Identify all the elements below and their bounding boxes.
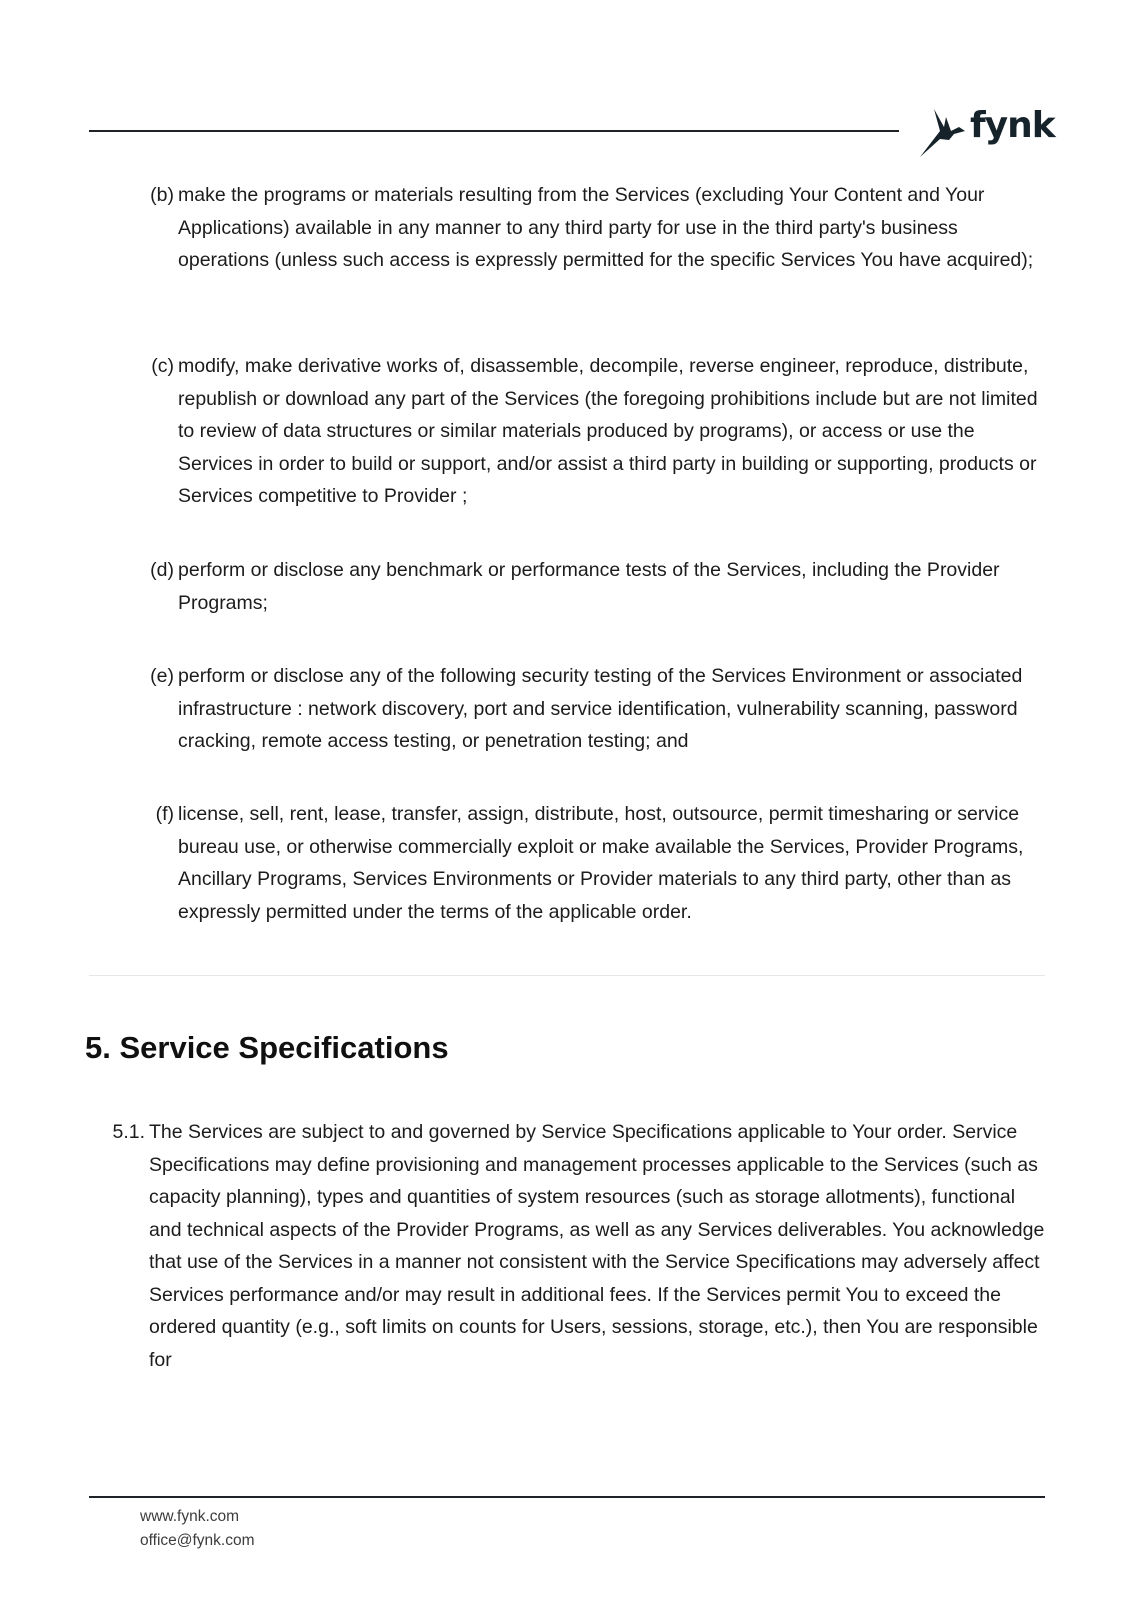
clause-label: (b) bbox=[150, 184, 174, 206]
bird-icon bbox=[918, 103, 966, 159]
section-item-5-1 bbox=[112, 1116, 1049, 1376]
header-rule bbox=[89, 130, 899, 132]
clause-text: modify, make derivative works of, disassemble, decompile, reverse engineer, reproduce, distribute, republish or download any part of the Services (the foregoing prohibitions include but are not limited to review of data structures or similar materials produced by programs), or access or use the Services in order to build or support, and/or assist a third party in building or supporting, products or Services competitive to Provider ; bbox=[178, 355, 1038, 507]
clause-label: (e) bbox=[150, 665, 174, 687]
clause-text: license, sell, rent, lease, transfer, assign, distribute, host, outsource, permit timesharing or service bureau use, or otherwise commercially exploit or make available the Services, Provider Programs, Ancillary Programs, Services Environments or Provider materials to any third party, other than as expressly permitted under the terms of the applicable order. bbox=[178, 803, 1024, 923]
clause-e bbox=[150, 660, 1046, 758]
fynk-logo bbox=[918, 103, 1055, 159]
footer-rule bbox=[89, 1496, 1045, 1498]
clause-d bbox=[150, 554, 1040, 619]
clause-text: perform or disclose any benchmark or performance tests of the Services, including the Provider Programs; bbox=[178, 559, 1000, 614]
section-item-label: 5.1. bbox=[112, 1121, 145, 1143]
clause-label: (d) bbox=[150, 559, 174, 581]
clause-label: (f) bbox=[155, 803, 174, 825]
footer-email-link[interactable]: office@fynk.com bbox=[140, 1532, 255, 1549]
clause-label: (c) bbox=[151, 355, 174, 377]
clause-c bbox=[151, 350, 1046, 513]
clause-f bbox=[155, 798, 1048, 928]
section-divider bbox=[89, 975, 1045, 976]
section-item-text: The Services are subject to and governed by Service Specifications applicable to Your order. Service Specifications may define provisioning and management processes applicable to the Services (such as capacity planning), types and quantities of system resources (such as storage allotments), functional and technical aspects of the Provider Programs, as well as any Services deliverables. You acknowledge that use of the Services in a manner not consistent with the Service Specifications may adversely affect Services performance and/or may result in additional fees. If the Services permit You to exceed the ordered quantity (e.g., soft limits on counts for Users, sessions, storage, etc.), then You are responsible for bbox=[149, 1121, 1045, 1371]
clause-b bbox=[150, 179, 1040, 277]
section-title: 5. Service Specifications bbox=[85, 1030, 449, 1065]
clause-text: make the programs or materials resulting from the Services (excluding Your Content and Your Applications) available in any manner to any third party for use in the third party's business operations (unless such access is expressly permitted for the specific Services You have acquired); bbox=[178, 184, 1034, 271]
footer-website-link[interactable]: www.fynk.com bbox=[140, 1508, 240, 1525]
clause-text: perform or disclose any of the following security testing of the Services Environment or associated infrastructure : network discovery, port and service identification, vulnerability scanning, password cracking, remote access testing, or penetration testing; and bbox=[178, 665, 1023, 752]
logo-wordmark: fynk bbox=[970, 104, 1055, 146]
